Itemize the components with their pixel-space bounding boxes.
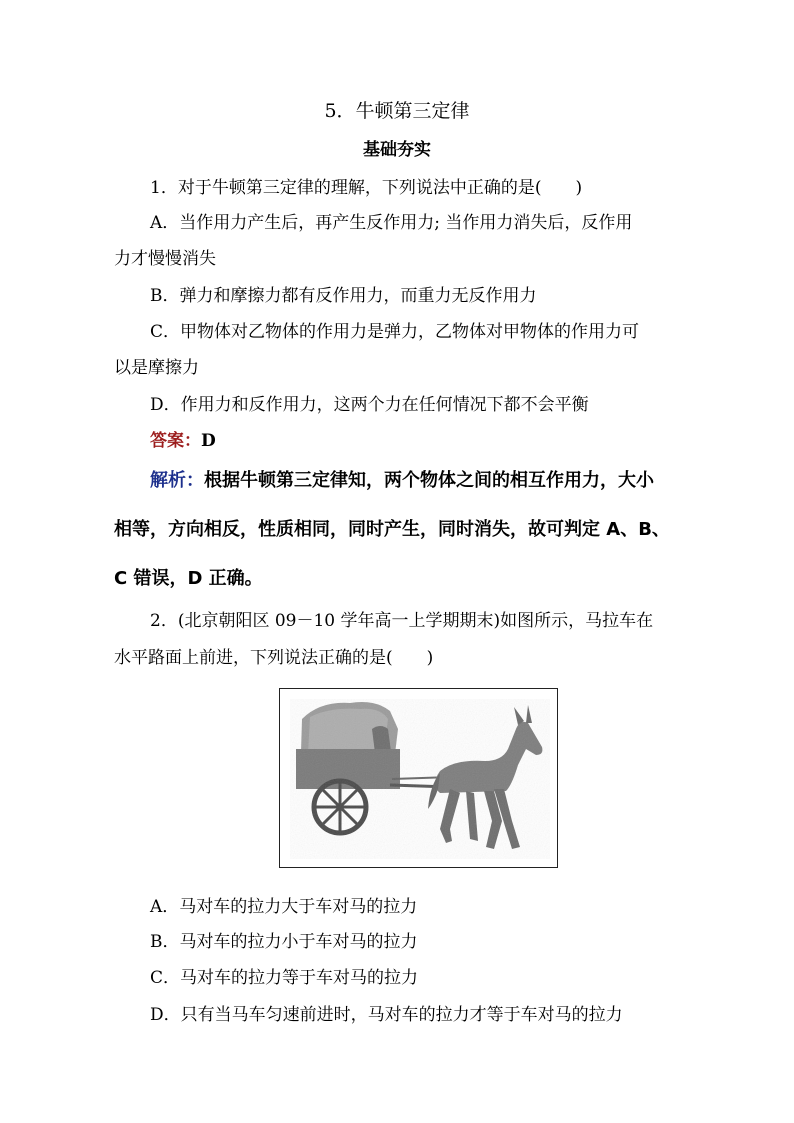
answer-value: D xyxy=(201,431,216,451)
answer-label: 答案： xyxy=(150,431,201,451)
q1-stem: 1．对于牛顿第三定律的理解，下列说法中正确的是( ) xyxy=(150,178,583,198)
q1-analysis-line2: 相等，方向相反，性质相同，同时产生，同时消失，故可判定 A、B、 xyxy=(114,519,670,540)
q2-stem-line2: 水平路面上前进，下列说法正确的是( ) xyxy=(114,648,434,668)
q2-stem-line1: 2．(北京朝阳区 09－10 学年高一上学期期末)如图所示，马拉车在 xyxy=(150,611,654,631)
q1-option-a-line1: A．当作用力产生后，再产生反作用力; 当作用力消失后，反作用 xyxy=(150,213,633,233)
section-heading: 基础夯实 xyxy=(363,140,431,160)
q1-option-c-line1: C．甲物体对乙物体的作用力是弹力，乙物体对甲物体的作用力可 xyxy=(150,322,640,342)
q2-option-c: C．马对车的拉力等于车对马的拉力 xyxy=(150,968,419,988)
q2-option-b: B．马对车的拉力小于车对马的拉力 xyxy=(150,932,418,952)
q1-option-b: B．弹力和摩擦力都有反作用力，而重力无反作用力 xyxy=(150,286,537,306)
q1-option-a-line2: 力才慢慢消失 xyxy=(114,249,216,269)
page-title: 5．牛顿第三定律 xyxy=(324,100,470,122)
q1-option-c-line2: 以是摩擦力 xyxy=(114,358,199,378)
q1-answer xyxy=(150,429,216,453)
horse-cart-illustration xyxy=(280,689,557,867)
q2-option-d: D．只有当马车匀速前进时，马对车的拉力才等于车对马的拉力 xyxy=(150,1005,623,1025)
analysis-text-1: 根据牛顿第三定律知，两个物体之间的相互作用力，大小 xyxy=(204,470,654,491)
q2-option-a: A．马对车的拉力大于车对马的拉力 xyxy=(150,897,418,917)
q1-analysis-line3: C 错误，D 正确。 xyxy=(114,568,263,589)
q1-analysis-line1 xyxy=(150,469,654,493)
q1-option-d: D．作用力和反作用力，这两个力在任何情况下都不会平衡 xyxy=(150,395,589,415)
analysis-label: 解析： xyxy=(150,470,204,491)
horse-cart-figure xyxy=(279,688,558,868)
